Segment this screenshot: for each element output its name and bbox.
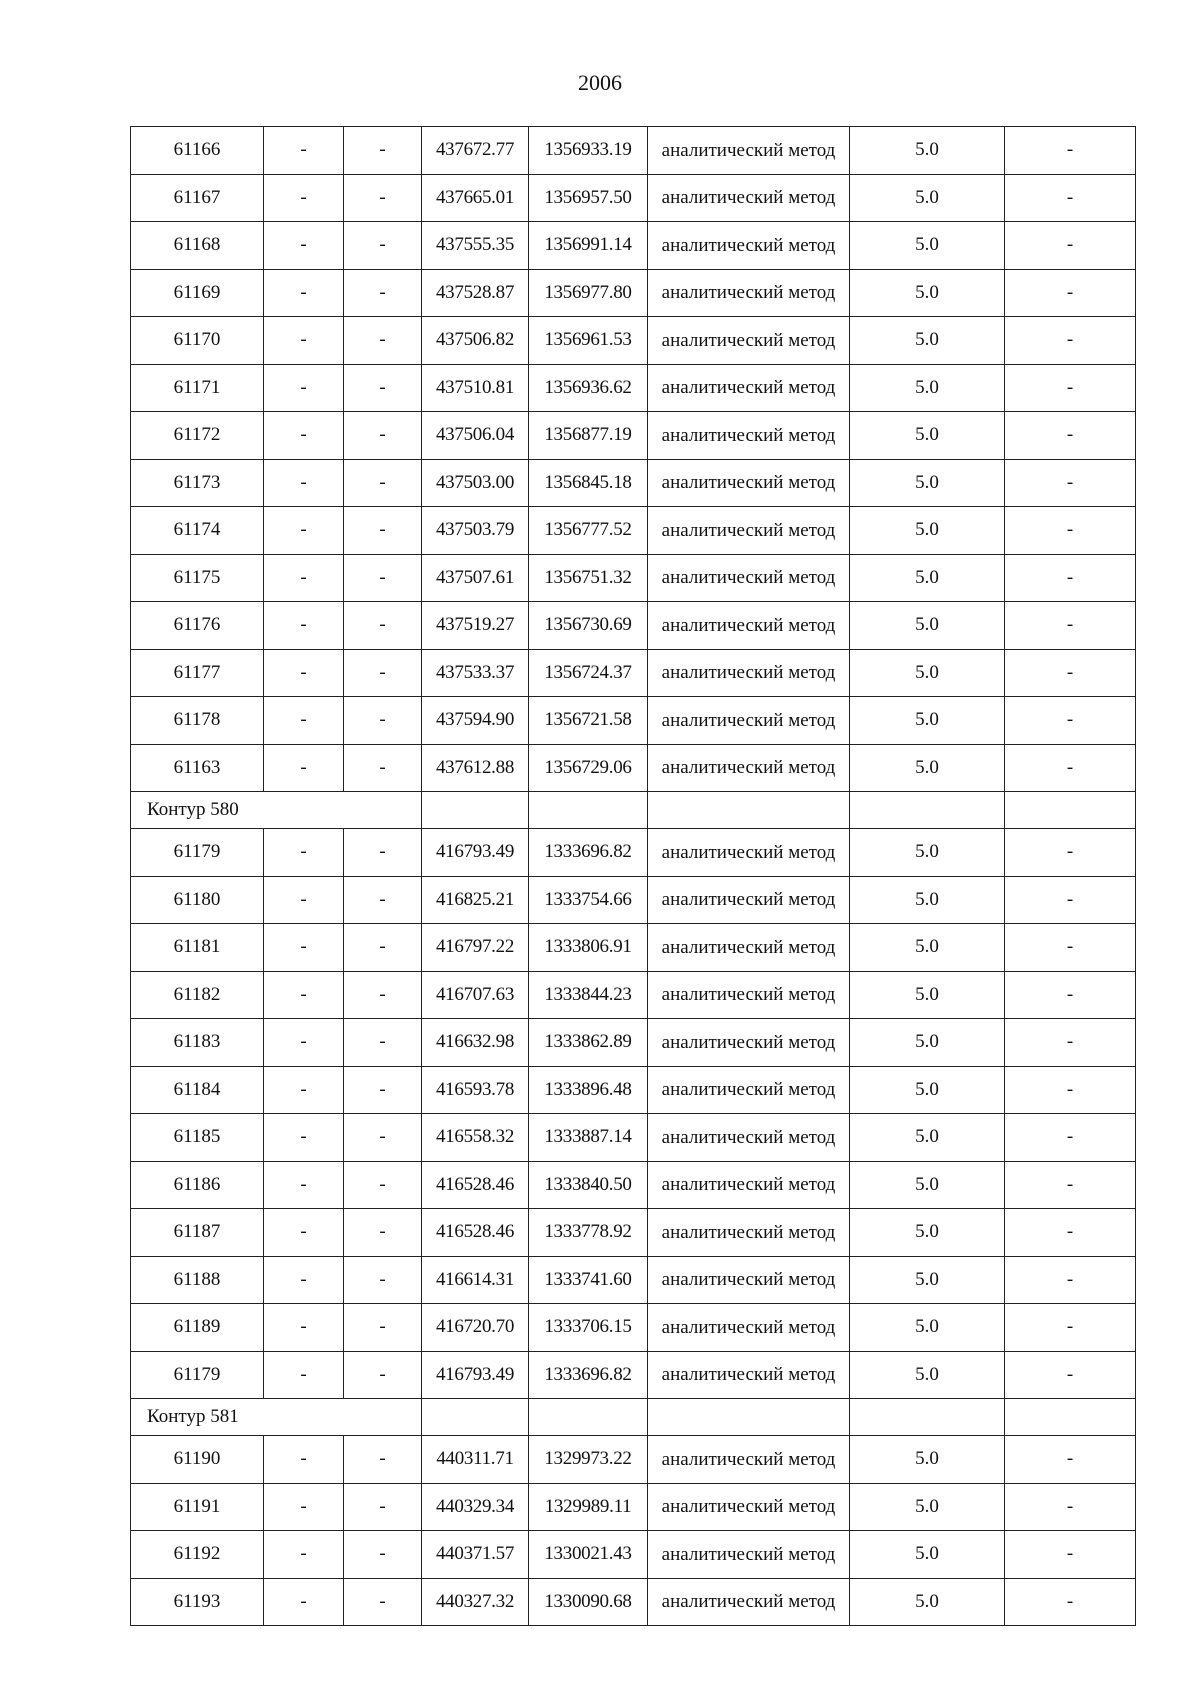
point-id-cell: 61176 <box>131 602 264 650</box>
accuracy-cell: 5.0 <box>850 1019 1005 1067</box>
note-cell: - <box>1005 222 1136 270</box>
dash-cell: - <box>264 269 344 317</box>
dash-cell: - <box>264 127 344 175</box>
note-cell: - <box>1005 649 1136 697</box>
note-cell: - <box>1005 412 1136 460</box>
dash-cell: - <box>264 554 344 602</box>
accuracy-cell: 5.0 <box>850 459 1005 507</box>
y-coordinate-cell: 1356957.50 <box>529 174 648 222</box>
contour-label: Контур 580 <box>131 792 422 829</box>
x-coordinate-cell: 437612.88 <box>422 744 529 792</box>
accuracy-cell: 5.0 <box>850 269 1005 317</box>
table-row <box>131 1256 1136 1304</box>
note-cell: - <box>1005 1351 1136 1399</box>
point-id-cell: 61177 <box>131 649 264 697</box>
accuracy-cell: 5.0 <box>850 924 1005 972</box>
y-coordinate-cell: 1356724.37 <box>529 649 648 697</box>
y-coordinate-cell: 1356991.14 <box>529 222 648 270</box>
dash-cell: - <box>344 829 422 877</box>
table-row <box>131 697 1136 745</box>
point-id-cell: 61163 <box>131 744 264 792</box>
point-id-cell: 61168 <box>131 222 264 270</box>
x-coordinate-cell: 416793.49 <box>422 829 529 877</box>
accuracy-cell: 5.0 <box>850 1256 1005 1304</box>
accuracy-cell: 5.0 <box>850 1304 1005 1352</box>
dash-cell: - <box>344 1304 422 1352</box>
note-cell: - <box>1005 1304 1136 1352</box>
dash-cell: - <box>264 1209 344 1257</box>
x-coordinate-cell: 416720.70 <box>422 1304 529 1352</box>
table-row <box>131 971 1136 1019</box>
dash-cell: - <box>344 1209 422 1257</box>
table-row <box>131 222 1136 270</box>
method-cell: аналитический метод <box>648 829 850 877</box>
note-cell: - <box>1005 317 1136 365</box>
dash-cell: - <box>264 649 344 697</box>
table-row <box>131 1351 1136 1399</box>
method-cell: аналитический метод <box>648 269 850 317</box>
dash-cell: - <box>264 1578 344 1626</box>
point-id-cell: 61188 <box>131 1256 264 1304</box>
x-coordinate-cell: 437506.04 <box>422 412 529 460</box>
dash-cell: - <box>344 924 422 972</box>
method-cell: аналитический метод <box>648 174 850 222</box>
y-coordinate-cell: 1333706.15 <box>529 1304 648 1352</box>
x-coordinate-cell: 416528.46 <box>422 1209 529 1257</box>
accuracy-cell: 5.0 <box>850 1531 1005 1579</box>
point-id-cell: 61172 <box>131 412 264 460</box>
point-id-cell: 61178 <box>131 697 264 745</box>
empty-cell <box>529 792 648 829</box>
x-coordinate-cell: 416793.49 <box>422 1351 529 1399</box>
dash-cell: - <box>264 1256 344 1304</box>
method-cell: аналитический метод <box>648 1114 850 1162</box>
point-id-cell: 61183 <box>131 1019 264 1067</box>
accuracy-cell: 5.0 <box>850 174 1005 222</box>
accuracy-cell: 5.0 <box>850 554 1005 602</box>
point-id-cell: 61184 <box>131 1066 264 1114</box>
method-cell: аналитический метод <box>648 744 850 792</box>
y-coordinate-cell: 1356877.19 <box>529 412 648 460</box>
table-row <box>131 174 1136 222</box>
point-id-cell: 61167 <box>131 174 264 222</box>
x-coordinate-cell: 437672.77 <box>422 127 529 175</box>
dash-cell: - <box>344 459 422 507</box>
y-coordinate-cell: 1329989.11 <box>529 1483 648 1531</box>
x-coordinate-cell: 437555.35 <box>422 222 529 270</box>
y-coordinate-cell: 1333696.82 <box>529 1351 648 1399</box>
note-cell: - <box>1005 924 1136 972</box>
x-coordinate-cell: 437594.90 <box>422 697 529 745</box>
note-cell: - <box>1005 1161 1136 1209</box>
dash-cell: - <box>344 602 422 650</box>
accuracy-cell: 5.0 <box>850 1161 1005 1209</box>
accuracy-cell: 5.0 <box>850 127 1005 175</box>
y-coordinate-cell: 1356729.06 <box>529 744 648 792</box>
accuracy-cell: 5.0 <box>850 1351 1005 1399</box>
dash-cell: - <box>344 507 422 555</box>
y-coordinate-cell: 1356961.53 <box>529 317 648 365</box>
point-id-cell: 61186 <box>131 1161 264 1209</box>
x-coordinate-cell: 437665.01 <box>422 174 529 222</box>
dash-cell: - <box>264 1304 344 1352</box>
accuracy-cell: 5.0 <box>850 412 1005 460</box>
method-cell: аналитический метод <box>648 554 850 602</box>
y-coordinate-cell: 1330090.68 <box>529 1578 648 1626</box>
note-cell: - <box>1005 1436 1136 1484</box>
table-row <box>131 1483 1136 1531</box>
point-id-cell: 61192 <box>131 1531 264 1579</box>
dash-cell: - <box>344 1066 422 1114</box>
dash-cell: - <box>344 697 422 745</box>
y-coordinate-cell: 1333778.92 <box>529 1209 648 1257</box>
table-row <box>131 649 1136 697</box>
dash-cell: - <box>344 1019 422 1067</box>
accuracy-cell: 5.0 <box>850 364 1005 412</box>
y-coordinate-cell: 1329973.22 <box>529 1436 648 1484</box>
table-row <box>131 1066 1136 1114</box>
y-coordinate-cell: 1356751.32 <box>529 554 648 602</box>
table-row <box>131 1161 1136 1209</box>
dash-cell: - <box>264 174 344 222</box>
x-coordinate-cell: 437503.00 <box>422 459 529 507</box>
method-cell: аналитический метод <box>648 1531 850 1579</box>
table-row <box>131 876 1136 924</box>
note-cell: - <box>1005 1578 1136 1626</box>
dash-cell: - <box>264 602 344 650</box>
x-coordinate-cell: 437506.82 <box>422 317 529 365</box>
point-id-cell: 61173 <box>131 459 264 507</box>
y-coordinate-cell: 1333754.66 <box>529 876 648 924</box>
dash-cell: - <box>344 269 422 317</box>
y-coordinate-cell: 1356933.19 <box>529 127 648 175</box>
x-coordinate-cell: 440311.71 <box>422 1436 529 1484</box>
x-coordinate-cell: 437507.61 <box>422 554 529 602</box>
empty-cell <box>1005 1399 1136 1436</box>
method-cell: аналитический метод <box>648 697 850 745</box>
point-id-cell: 61181 <box>131 924 264 972</box>
accuracy-cell: 5.0 <box>850 697 1005 745</box>
accuracy-cell: 5.0 <box>850 1436 1005 1484</box>
dash-cell: - <box>344 1531 422 1579</box>
method-cell: аналитический метод <box>648 649 850 697</box>
dash-cell: - <box>344 1114 422 1162</box>
x-coordinate-cell: 440371.57 <box>422 1531 529 1579</box>
method-cell: аналитический метод <box>648 1161 850 1209</box>
x-coordinate-cell: 416593.78 <box>422 1066 529 1114</box>
note-cell: - <box>1005 744 1136 792</box>
note-cell: - <box>1005 554 1136 602</box>
dash-cell: - <box>344 744 422 792</box>
method-cell: аналитический метод <box>648 1066 850 1114</box>
table-row <box>131 412 1136 460</box>
method-cell: аналитический метод <box>648 1483 850 1531</box>
contour-header-row <box>131 1399 1136 1436</box>
table-row <box>131 364 1136 412</box>
accuracy-cell: 5.0 <box>850 1209 1005 1257</box>
table-row <box>131 1304 1136 1352</box>
x-coordinate-cell: 416825.21 <box>422 876 529 924</box>
method-cell: аналитический метод <box>648 364 850 412</box>
y-coordinate-cell: 1333887.14 <box>529 1114 648 1162</box>
note-cell: - <box>1005 127 1136 175</box>
method-cell: аналитический метод <box>648 1578 850 1626</box>
dash-cell: - <box>264 744 344 792</box>
accuracy-cell: 5.0 <box>850 1483 1005 1531</box>
dash-cell: - <box>264 317 344 365</box>
y-coordinate-cell: 1333840.50 <box>529 1161 648 1209</box>
accuracy-cell: 5.0 <box>850 507 1005 555</box>
dash-cell: - <box>344 1436 422 1484</box>
point-id-cell: 61169 <box>131 269 264 317</box>
y-coordinate-cell: 1356777.52 <box>529 507 648 555</box>
method-cell: аналитический метод <box>648 459 850 507</box>
dash-cell: - <box>264 1531 344 1579</box>
method-cell: аналитический метод <box>648 1436 850 1484</box>
page-number: 2006 <box>578 70 622 95</box>
y-coordinate-cell: 1333844.23 <box>529 971 648 1019</box>
note-cell: - <box>1005 602 1136 650</box>
x-coordinate-cell: 416528.46 <box>422 1161 529 1209</box>
note-cell: - <box>1005 507 1136 555</box>
y-coordinate-cell: 1330021.43 <box>529 1531 648 1579</box>
table-row <box>131 744 1136 792</box>
point-id-cell: 61191 <box>131 1483 264 1531</box>
method-cell: аналитический метод <box>648 1351 850 1399</box>
empty-cell <box>648 792 850 829</box>
method-cell: аналитический метод <box>648 924 850 972</box>
dash-cell: - <box>344 1483 422 1531</box>
y-coordinate-cell: 1356977.80 <box>529 269 648 317</box>
point-id-cell: 61179 <box>131 829 264 877</box>
dash-cell: - <box>264 697 344 745</box>
x-coordinate-cell: 416707.63 <box>422 971 529 1019</box>
table-row <box>131 602 1136 650</box>
y-coordinate-cell: 1333862.89 <box>529 1019 648 1067</box>
method-cell: аналитический метод <box>648 317 850 365</box>
point-id-cell: 61180 <box>131 876 264 924</box>
x-coordinate-cell: 437528.87 <box>422 269 529 317</box>
empty-cell <box>850 1399 1005 1436</box>
table-row <box>131 924 1136 972</box>
dash-cell: - <box>264 924 344 972</box>
x-coordinate-cell: 437503.79 <box>422 507 529 555</box>
dash-cell: - <box>264 829 344 877</box>
y-coordinate-cell: 1333741.60 <box>529 1256 648 1304</box>
accuracy-cell: 5.0 <box>850 1578 1005 1626</box>
note-cell: - <box>1005 1209 1136 1257</box>
y-coordinate-cell: 1333696.82 <box>529 829 648 877</box>
method-cell: аналитический метод <box>648 1209 850 1257</box>
dash-cell: - <box>344 412 422 460</box>
table-row <box>131 829 1136 877</box>
dash-cell: - <box>344 317 422 365</box>
table-row <box>131 127 1136 175</box>
table-row <box>131 459 1136 507</box>
table-row <box>131 269 1136 317</box>
dash-cell: - <box>264 1114 344 1162</box>
accuracy-cell: 5.0 <box>850 876 1005 924</box>
method-cell: аналитический метод <box>648 412 850 460</box>
table-body <box>131 127 1136 1626</box>
note-cell: - <box>1005 829 1136 877</box>
contour-label: Контур 581 <box>131 1399 422 1436</box>
method-cell: аналитический метод <box>648 1256 850 1304</box>
accuracy-cell: 5.0 <box>850 602 1005 650</box>
dash-cell: - <box>264 1161 344 1209</box>
accuracy-cell: 5.0 <box>850 222 1005 270</box>
x-coordinate-cell: 416614.31 <box>422 1256 529 1304</box>
dash-cell: - <box>344 1161 422 1209</box>
dash-cell: - <box>264 507 344 555</box>
empty-cell <box>648 1399 850 1436</box>
point-id-cell: 61187 <box>131 1209 264 1257</box>
point-id-cell: 61189 <box>131 1304 264 1352</box>
accuracy-cell: 5.0 <box>850 1114 1005 1162</box>
note-cell: - <box>1005 1019 1136 1067</box>
x-coordinate-cell: 416632.98 <box>422 1019 529 1067</box>
note-cell: - <box>1005 269 1136 317</box>
x-coordinate-cell: 437510.81 <box>422 364 529 412</box>
dash-cell: - <box>344 174 422 222</box>
method-cell: аналитический метод <box>648 971 850 1019</box>
empty-cell <box>1005 792 1136 829</box>
dash-cell: - <box>344 222 422 270</box>
y-coordinate-cell: 1333896.48 <box>529 1066 648 1114</box>
dash-cell: - <box>264 364 344 412</box>
y-coordinate-cell: 1356721.58 <box>529 697 648 745</box>
accuracy-cell: 5.0 <box>850 744 1005 792</box>
method-cell: аналитический метод <box>648 602 850 650</box>
note-cell: - <box>1005 697 1136 745</box>
dash-cell: - <box>264 1436 344 1484</box>
dash-cell: - <box>344 1256 422 1304</box>
method-cell: аналитический метод <box>648 222 850 270</box>
y-coordinate-cell: 1356936.62 <box>529 364 648 412</box>
point-id-cell: 61170 <box>131 317 264 365</box>
dash-cell: - <box>344 971 422 1019</box>
dash-cell: - <box>264 222 344 270</box>
point-id-cell: 61166 <box>131 127 264 175</box>
table-row <box>131 1531 1136 1579</box>
note-cell: - <box>1005 174 1136 222</box>
table-row <box>131 507 1136 555</box>
x-coordinate-cell: 440329.34 <box>422 1483 529 1531</box>
note-cell: - <box>1005 1256 1136 1304</box>
method-cell: аналитический метод <box>648 1304 850 1352</box>
dash-cell: - <box>344 1578 422 1626</box>
dash-cell: - <box>344 364 422 412</box>
y-coordinate-cell: 1356845.18 <box>529 459 648 507</box>
dash-cell: - <box>344 876 422 924</box>
table-row <box>131 1578 1136 1626</box>
point-id-cell: 61171 <box>131 364 264 412</box>
dash-cell: - <box>344 1351 422 1399</box>
coordinates-table <box>130 126 1136 1626</box>
table-row <box>131 554 1136 602</box>
accuracy-cell: 5.0 <box>850 317 1005 365</box>
note-cell: - <box>1005 364 1136 412</box>
point-id-cell: 61179 <box>131 1351 264 1399</box>
method-cell: аналитический метод <box>648 876 850 924</box>
note-cell: - <box>1005 876 1136 924</box>
point-id-cell: 61175 <box>131 554 264 602</box>
dash-cell: - <box>264 1066 344 1114</box>
dash-cell: - <box>264 1483 344 1531</box>
dash-cell: - <box>264 1019 344 1067</box>
table-row <box>131 1019 1136 1067</box>
point-id-cell: 61190 <box>131 1436 264 1484</box>
dash-cell: - <box>264 459 344 507</box>
dash-cell: - <box>344 649 422 697</box>
note-cell: - <box>1005 1114 1136 1162</box>
dash-cell: - <box>264 1351 344 1399</box>
table-row <box>131 317 1136 365</box>
note-cell: - <box>1005 459 1136 507</box>
dash-cell: - <box>264 876 344 924</box>
point-id-cell: 61174 <box>131 507 264 555</box>
dash-cell: - <box>264 412 344 460</box>
dash-cell: - <box>264 971 344 1019</box>
x-coordinate-cell: 416797.22 <box>422 924 529 972</box>
table-row <box>131 1436 1136 1484</box>
contour-header-row <box>131 792 1136 829</box>
dash-cell: - <box>344 554 422 602</box>
note-cell: - <box>1005 1066 1136 1114</box>
x-coordinate-cell: 437519.27 <box>422 602 529 650</box>
empty-cell <box>850 792 1005 829</box>
point-id-cell: 61185 <box>131 1114 264 1162</box>
y-coordinate-cell: 1356730.69 <box>529 602 648 650</box>
x-coordinate-cell: 416558.32 <box>422 1114 529 1162</box>
dash-cell: - <box>344 127 422 175</box>
y-coordinate-cell: 1333806.91 <box>529 924 648 972</box>
table-row <box>131 1209 1136 1257</box>
note-cell: - <box>1005 1531 1136 1579</box>
x-coordinate-cell: 440327.32 <box>422 1578 529 1626</box>
empty-cell <box>529 1399 648 1436</box>
point-id-cell: 61182 <box>131 971 264 1019</box>
empty-cell <box>422 792 529 829</box>
note-cell: - <box>1005 1483 1136 1531</box>
accuracy-cell: 5.0 <box>850 971 1005 1019</box>
accuracy-cell: 5.0 <box>850 649 1005 697</box>
x-coordinate-cell: 437533.37 <box>422 649 529 697</box>
note-cell: - <box>1005 971 1136 1019</box>
method-cell: аналитический метод <box>648 127 850 175</box>
table-row <box>131 1114 1136 1162</box>
method-cell: аналитический метод <box>648 507 850 555</box>
accuracy-cell: 5.0 <box>850 1066 1005 1114</box>
method-cell: аналитический метод <box>648 1019 850 1067</box>
empty-cell <box>422 1399 529 1436</box>
point-id-cell: 61193 <box>131 1578 264 1626</box>
accuracy-cell: 5.0 <box>850 829 1005 877</box>
